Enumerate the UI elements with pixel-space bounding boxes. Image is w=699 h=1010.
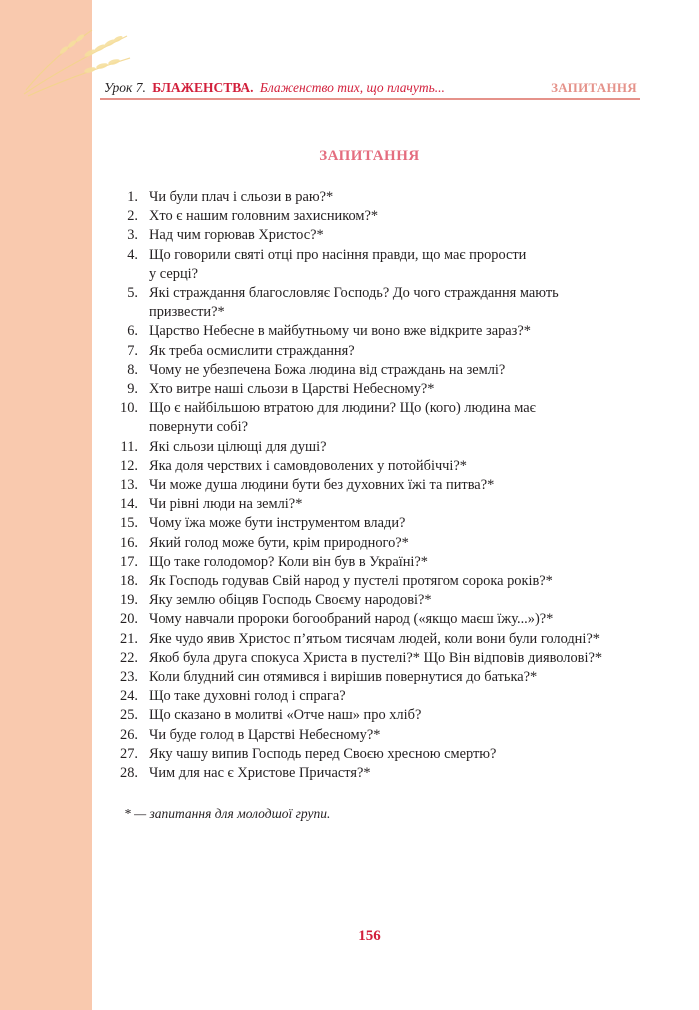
question-text: Які страждання благословляє Господь? До чого страждання мають — [149, 285, 559, 302]
question-item — [108, 553, 648, 572]
question-text: Коли блудний син отямився і вирішив повернутися до батька?* — [149, 669, 538, 686]
footnote: * — запитання для молодшої групи. — [124, 806, 331, 821]
question-item — [108, 649, 648, 668]
question-number: 26. — [120, 726, 138, 743]
question-text: Які сльози цілющі для душі? — [149, 438, 327, 455]
header-subtitle: Блаженство тих, що плачуть... — [259, 80, 445, 95]
question-number: 23. — [120, 669, 138, 686]
question-number: 13. — [120, 477, 138, 494]
question-number: 7. — [127, 342, 138, 359]
question-item — [108, 630, 648, 649]
question-number: 25. — [120, 707, 138, 724]
question-number: 6. — [127, 323, 138, 340]
question-item — [108, 495, 648, 514]
question-text: Чому навчали пророки богообраний народ («якщо маєш їжу...»)?* — [149, 611, 554, 628]
question-item — [108, 591, 648, 610]
question-number: 8. — [127, 361, 138, 378]
question-text: Яке чудо явив Христос п’ятьом тисячам людей, коли вони були голодні?* — [149, 630, 600, 647]
question-text: у серці? — [149, 265, 199, 282]
question-text: повернути собі? — [149, 419, 248, 436]
question-number: 24. — [120, 688, 138, 705]
question-number: 20. — [120, 611, 138, 628]
question-number: 18. — [120, 573, 138, 590]
question-number: 12. — [120, 457, 138, 474]
question-item — [108, 438, 648, 457]
question-text: Хто витре наші сльози в Царстві Небесному?* — [149, 381, 435, 398]
question-number: 11. — [120, 438, 138, 455]
question-text: Чим для нас є Христове Причастя?* — [149, 765, 371, 782]
question-text: Царство Небесне в майбутньому чи воно вже відкрите зараз?* — [149, 323, 531, 340]
question-text: Яку чашу випив Господь перед Своєю хресною смертю? — [149, 745, 497, 762]
question-item — [108, 572, 648, 591]
question-number: 3. — [127, 227, 138, 244]
question-item — [108, 610, 648, 629]
running-header — [104, 80, 445, 96]
question-number: 27. — [120, 745, 138, 762]
question-text: Яку землю обіцяв Господь Своєму народові?* — [149, 592, 432, 609]
question-text: Чи може душа людини бути без духовних їжі та питва?* — [149, 477, 495, 494]
question-item — [108, 726, 648, 745]
question-item — [108, 342, 648, 361]
question-number: 5. — [127, 285, 138, 302]
question-item — [108, 226, 648, 245]
question-number: 10. — [120, 400, 138, 417]
question-number: 21. — [120, 630, 138, 647]
question-text: Що сказано в молитві «Отче наш» про хліб? — [149, 707, 422, 724]
question-item — [108, 476, 648, 495]
question-number: 4. — [127, 246, 138, 263]
question-item — [108, 246, 648, 284]
question-item — [108, 745, 648, 764]
side-band — [0, 0, 92, 1010]
question-item — [108, 687, 648, 706]
question-item — [108, 399, 648, 437]
header-section: ЗАПИТАННЯ — [551, 80, 637, 95]
header-topic: БЛАЖЕНСТВА. — [152, 80, 254, 95]
question-text: Яка доля черствих і самовдоволених у потойбіччі?* — [149, 457, 468, 474]
question-item — [108, 284, 648, 322]
question-item — [108, 361, 648, 380]
question-number: 14. — [120, 496, 138, 513]
question-number: 22. — [120, 649, 138, 666]
question-text: Чи були плач і сльози в раю?* — [149, 189, 334, 205]
question-item — [108, 668, 648, 687]
question-text: Чому їжа може бути інструментом влади? — [149, 515, 406, 532]
question-item — [108, 706, 648, 725]
question-text: Що таке голодомор? Коли він був в Україні?* — [149, 553, 429, 570]
question-item — [108, 457, 648, 476]
question-number: 28. — [120, 765, 138, 782]
question-text: призвести?* — [149, 304, 225, 321]
question-item — [108, 514, 648, 533]
question-text: Що є найбільшою втратою для людини? Що (кого) людина має — [149, 400, 536, 417]
question-item — [108, 188, 648, 207]
question-text: Над чим горював Христос?* — [149, 227, 324, 244]
header-lesson: Урок 7. — [104, 80, 146, 95]
question-item — [108, 534, 648, 553]
question-text: Який голод може бути, крім природного?* — [149, 534, 409, 551]
question-text: Що говорили святі отці про насіння правди, що має прорости — [149, 246, 527, 263]
question-text: Чи буде голод в Царстві Небесному?* — [149, 726, 381, 743]
question-number: 1. — [127, 189, 138, 205]
page-title: ЗАПИТАННЯ — [319, 148, 420, 164]
question-item — [108, 322, 648, 341]
question-item — [108, 764, 648, 783]
question-number: 2. — [127, 208, 138, 225]
question-text: Чи рівні люди на землі?* — [149, 496, 303, 513]
questions-list — [108, 188, 648, 783]
question-text: Як треба осмислити страждання? — [149, 342, 355, 359]
question-number: 16. — [120, 534, 138, 551]
question-text: Як Господь годував Свій народ у пустелі протягом сорока років?* — [149, 573, 553, 590]
question-number: 15. — [120, 515, 138, 532]
question-number: 17. — [120, 553, 138, 570]
header-divider — [100, 98, 640, 100]
question-number: 9. — [127, 381, 138, 398]
question-text: Хто є нашим головним захисником?* — [149, 208, 379, 225]
question-text: Що таке духовні голод і спрага? — [149, 688, 346, 705]
question-number: 19. — [120, 592, 138, 609]
question-item — [108, 380, 648, 399]
page-number: 156 — [358, 928, 381, 944]
question-text: Якоб була друга спокуса Христа в пустелі?* Що Він відповів дияволові?* — [149, 649, 603, 666]
question-text: Чому не убезпечена Божа людина від страждань на землі? — [149, 361, 506, 378]
question-item — [108, 207, 648, 226]
